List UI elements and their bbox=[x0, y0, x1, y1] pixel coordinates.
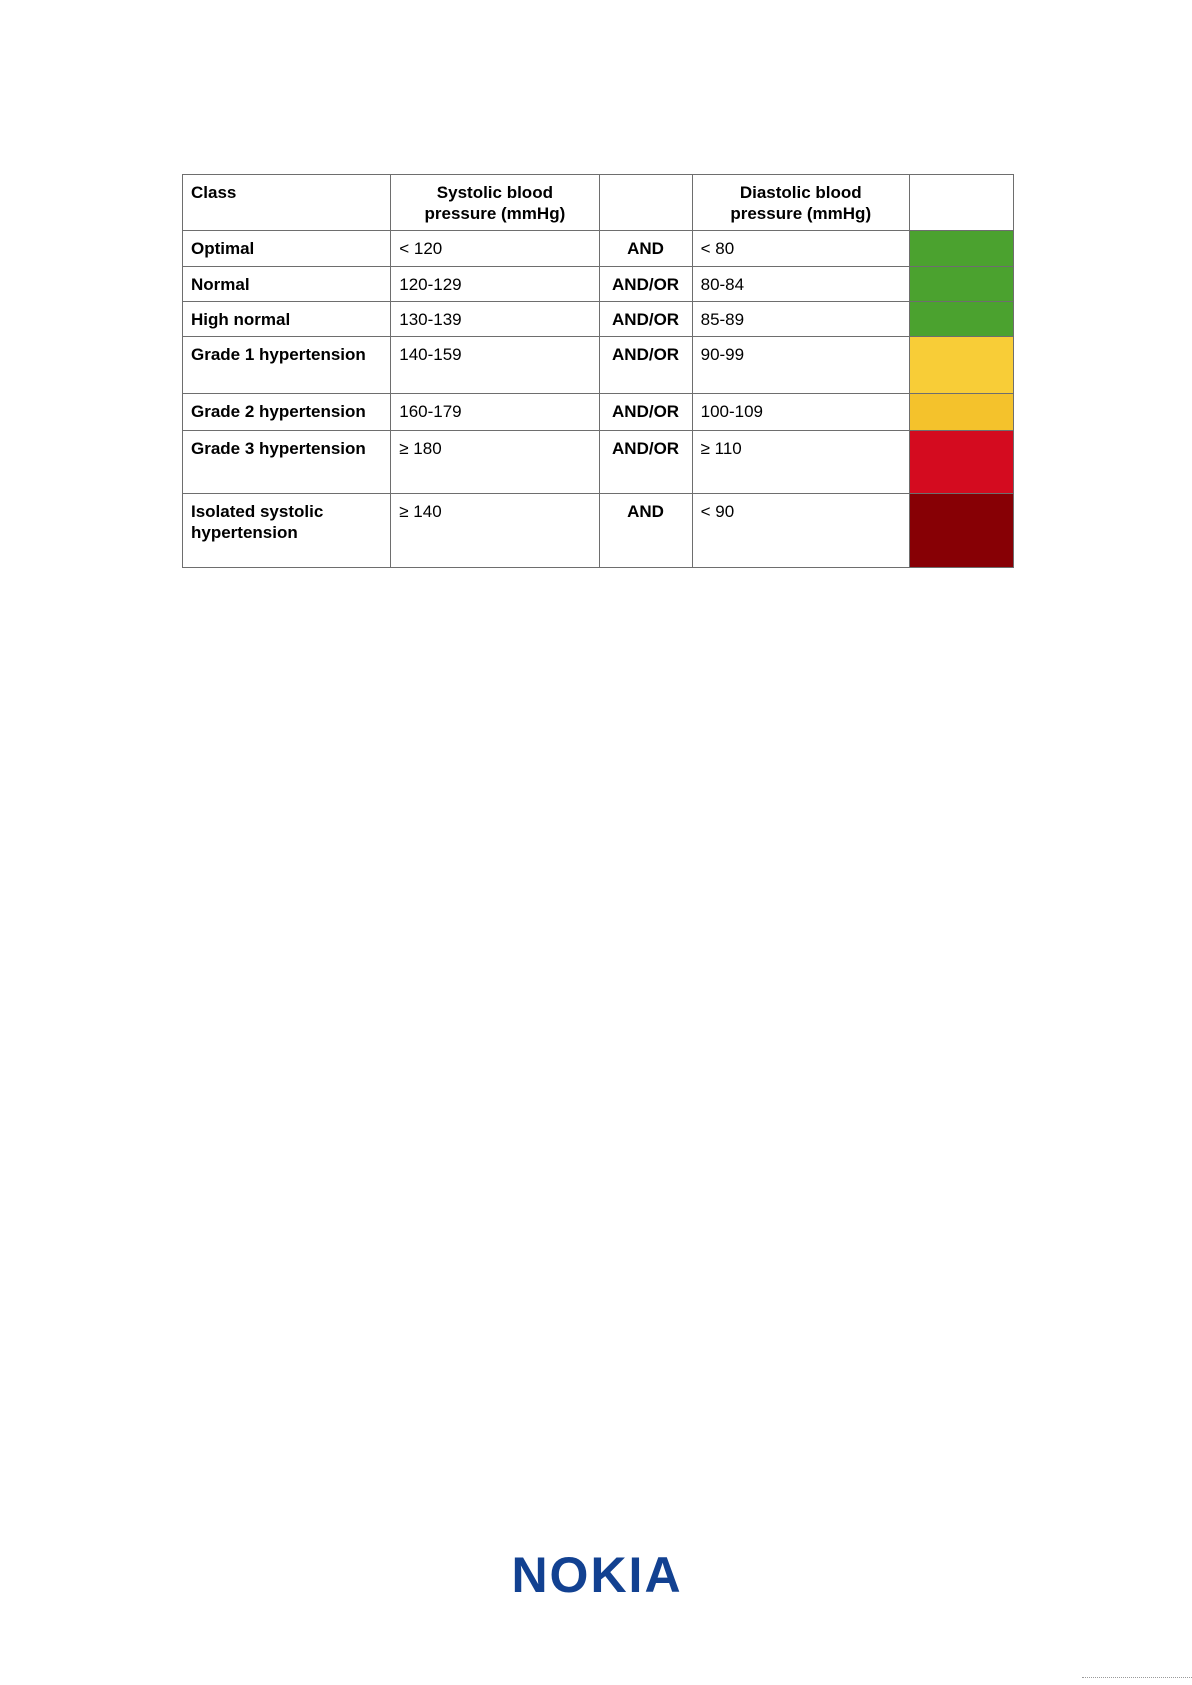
class-cell: Grade 1 hypertension bbox=[183, 337, 391, 394]
connector-cell: AND bbox=[599, 231, 692, 267]
table-row bbox=[183, 431, 1014, 494]
connector-cell: AND/OR bbox=[599, 337, 692, 394]
color-swatch bbox=[909, 231, 1013, 267]
footer-dotted-line bbox=[1082, 1677, 1192, 1684]
header-diastolic bbox=[692, 175, 909, 231]
diastolic-cell: < 80 bbox=[692, 231, 909, 267]
color-swatch bbox=[909, 394, 1013, 431]
class-cell: Grade 2 hypertension bbox=[183, 394, 391, 431]
header-class: Class bbox=[183, 175, 391, 231]
blood-pressure-table bbox=[182, 174, 1014, 568]
header-connector bbox=[599, 175, 692, 231]
header-systolic bbox=[391, 175, 599, 231]
nokia-logo: NOKIA bbox=[511, 1547, 683, 1603]
class-cell: Optimal bbox=[183, 231, 391, 267]
header-systolic-line2: pressure (mmHg) bbox=[424, 204, 566, 223]
diastolic-cell: 85-89 bbox=[692, 302, 909, 337]
color-swatch bbox=[909, 302, 1013, 337]
header-color bbox=[909, 175, 1013, 231]
connector-cell: AND/OR bbox=[599, 302, 692, 337]
diastolic-cell: 100-109 bbox=[692, 394, 909, 431]
table-row bbox=[183, 231, 1014, 267]
color-swatch bbox=[909, 494, 1013, 568]
systolic-cell: 130-139 bbox=[391, 302, 599, 337]
connector-cell: AND bbox=[599, 494, 692, 568]
table-row bbox=[183, 394, 1014, 431]
class-cell: Grade 3 hypertension bbox=[183, 431, 391, 494]
table-header-row bbox=[183, 175, 1014, 231]
diastolic-cell: ≥ 110 bbox=[692, 431, 909, 494]
table-row bbox=[183, 494, 1014, 568]
class-cell: High normal bbox=[183, 302, 391, 337]
class-cell: Normal bbox=[183, 267, 391, 302]
class-cell-line1: Isolated systolic bbox=[191, 502, 324, 521]
systolic-cell: 160-179 bbox=[391, 394, 599, 431]
diastolic-cell: 80-84 bbox=[692, 267, 909, 302]
color-swatch bbox=[909, 431, 1013, 494]
header-systolic-line1: Systolic blood bbox=[436, 183, 553, 202]
table-row bbox=[183, 337, 1014, 394]
class-cell bbox=[183, 494, 391, 568]
systolic-cell: 120-129 bbox=[391, 267, 599, 302]
diastolic-cell: 90-99 bbox=[692, 337, 909, 394]
diastolic-cell: < 90 bbox=[692, 494, 909, 568]
systolic-cell: < 120 bbox=[391, 231, 599, 267]
connector-cell: AND/OR bbox=[599, 394, 692, 431]
connector-cell: AND/OR bbox=[599, 267, 692, 302]
header-diastolic-line1: Diastolic blood bbox=[739, 183, 862, 202]
table-row bbox=[183, 267, 1014, 302]
systolic-cell: ≥ 140 bbox=[391, 494, 599, 568]
connector-cell: AND/OR bbox=[599, 431, 692, 494]
systolic-cell: ≥ 180 bbox=[391, 431, 599, 494]
color-swatch bbox=[909, 337, 1013, 394]
color-swatch bbox=[909, 267, 1013, 302]
systolic-cell: 140-159 bbox=[391, 337, 599, 394]
class-cell-line2: hypertension bbox=[191, 523, 298, 542]
header-diastolic-line2: pressure (mmHg) bbox=[730, 204, 872, 223]
table-row bbox=[183, 302, 1014, 337]
